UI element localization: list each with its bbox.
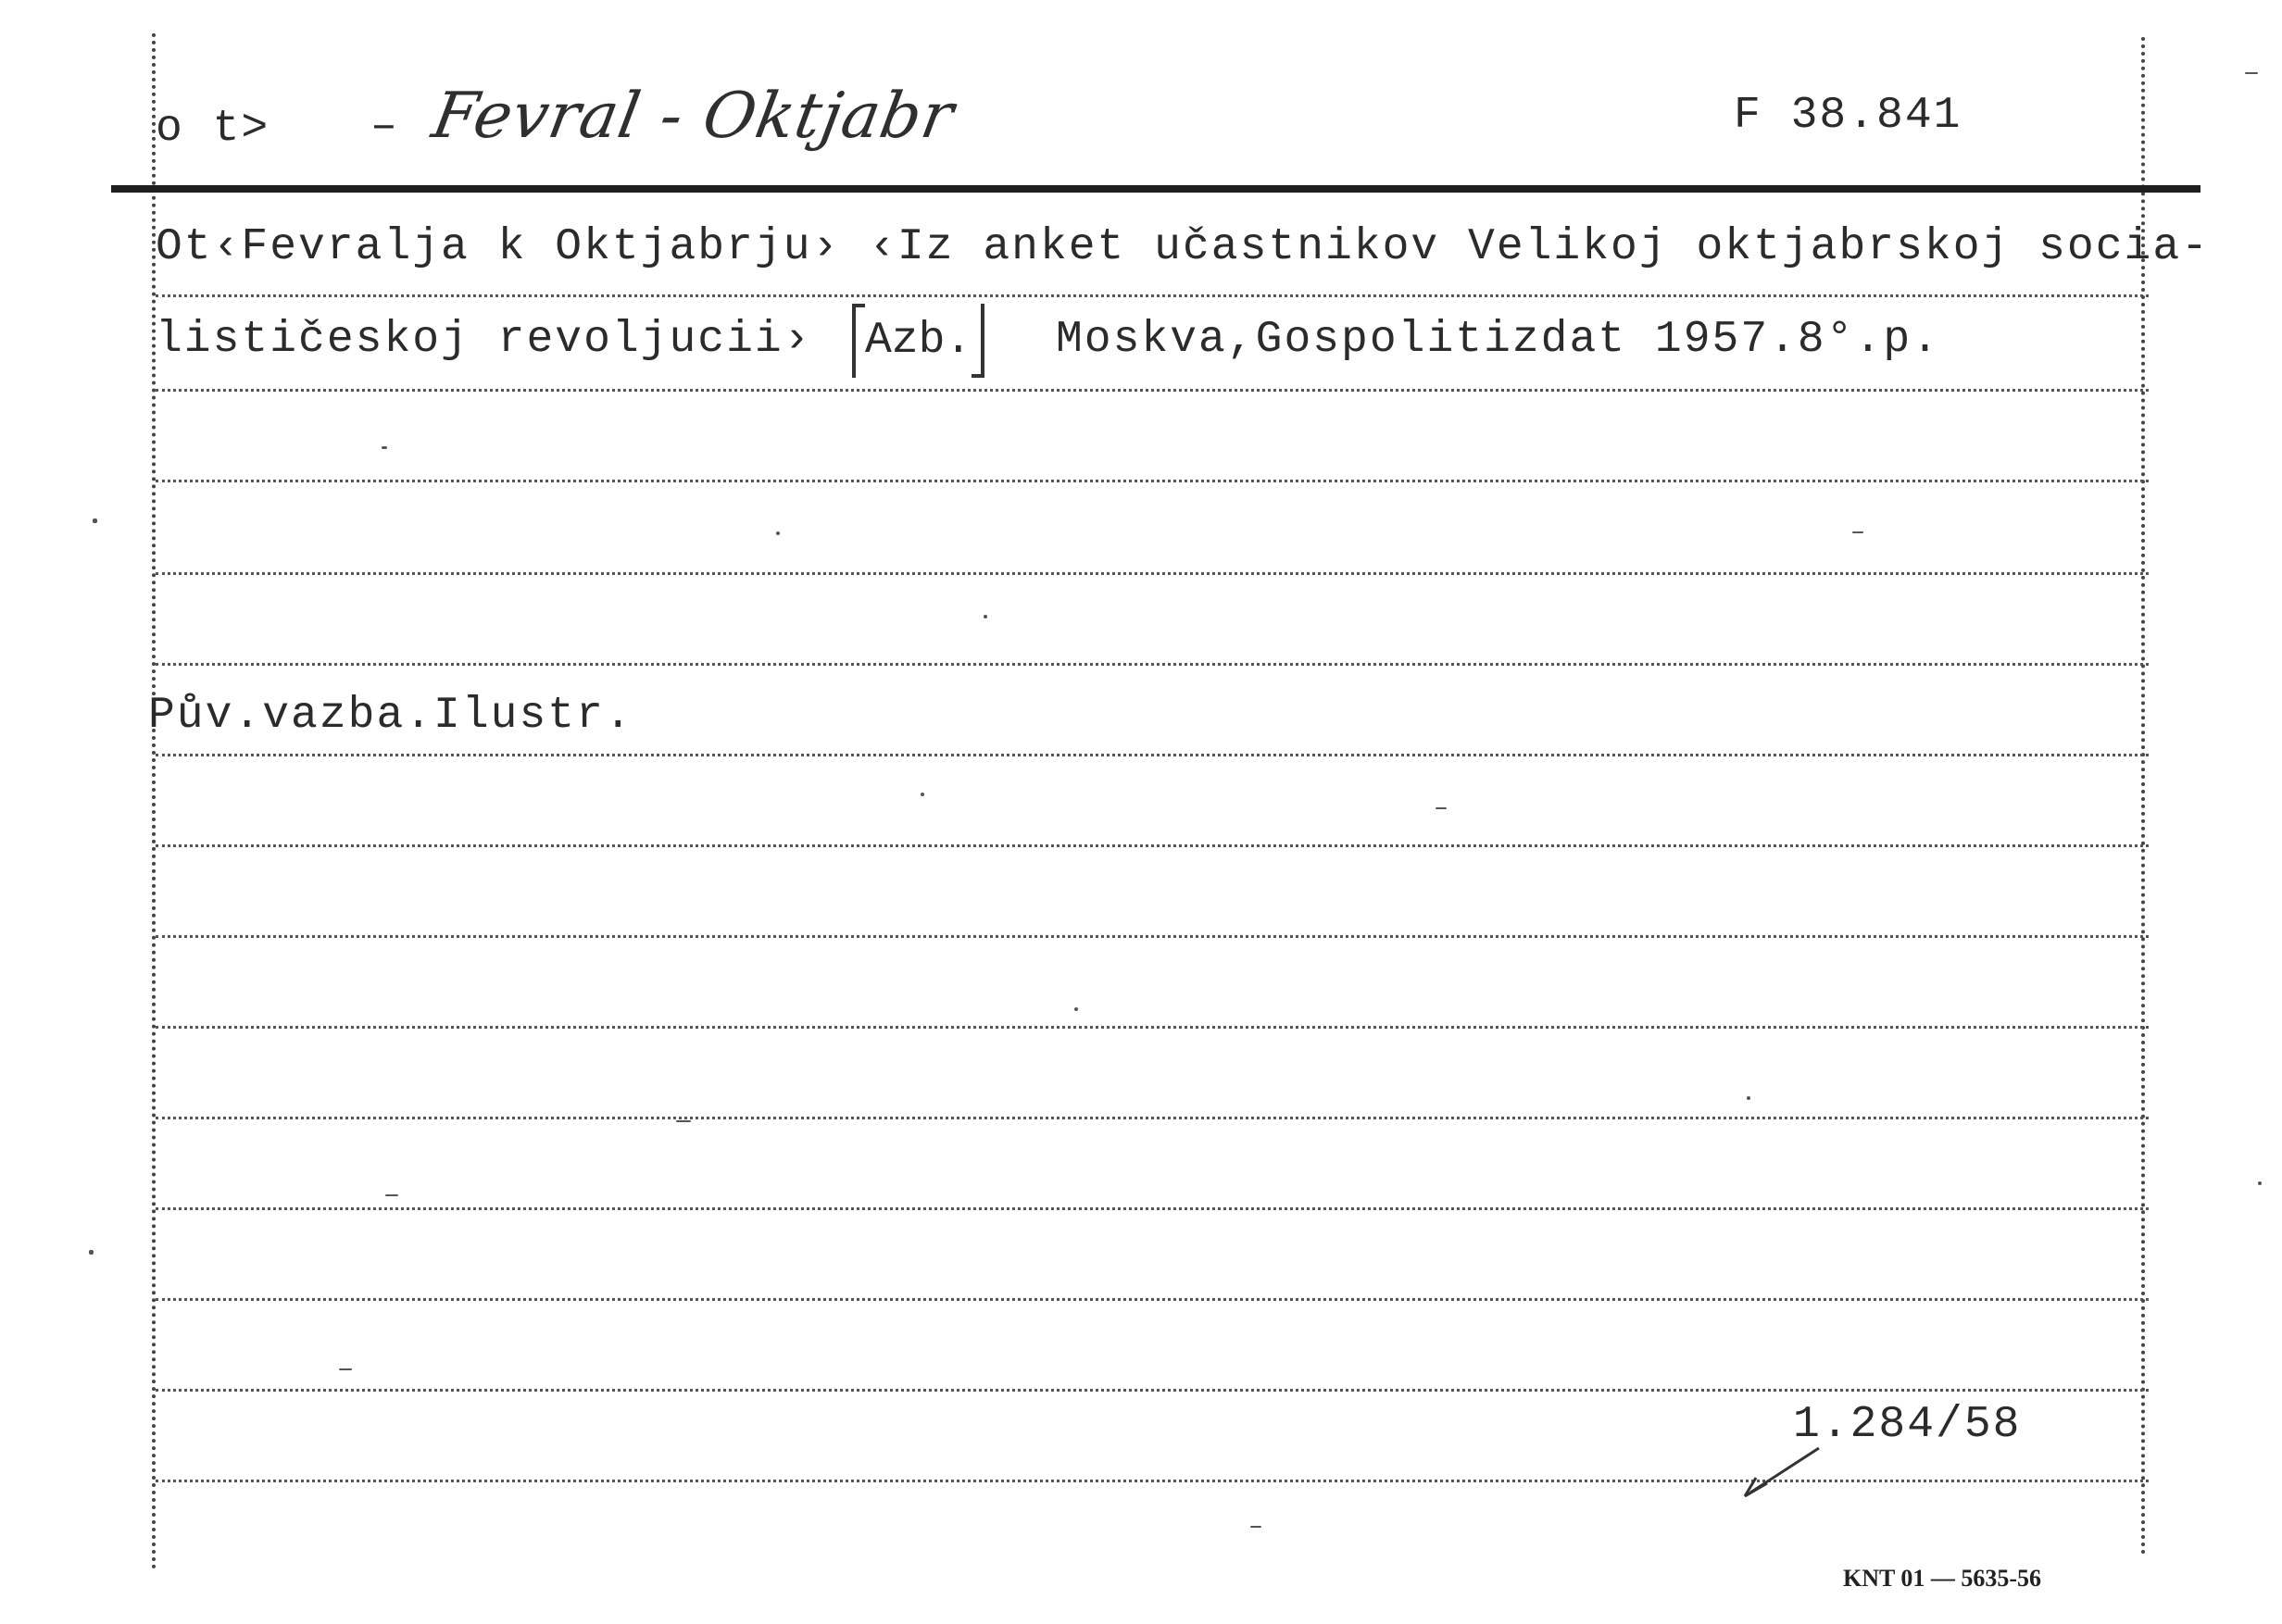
shelf-code: F 38.841: [1734, 91, 1962, 141]
heading-dash: –: [370, 102, 399, 152]
ruled-line: [156, 1117, 2149, 1119]
scan-speck: [984, 615, 987, 618]
imprint: Moskva,Gospolitizdat 1957.8°.p.: [1056, 315, 1940, 365]
scan-speck: [2258, 1181, 2262, 1185]
scan-speck: [676, 1120, 691, 1122]
title-line-1: Ot‹Fevralja k Oktjabrju› ‹Iz anket učastnikov Velikoj oktjabrskoj socia-: [156, 222, 2210, 272]
script-tag: Azb.: [865, 316, 972, 366]
form-code: KNT 01 — 5635-56: [1843, 1565, 2042, 1592]
scan-speck: [89, 1250, 94, 1255]
ruled-line: [156, 663, 2149, 666]
scan-speck: [2245, 72, 2258, 74]
scan-speck: [1436, 807, 1447, 809]
script-bracket: [852, 304, 984, 378]
handwritten-heading: Fevral - Oktjabr: [427, 80, 960, 153]
scan-speck: [1250, 1526, 1261, 1528]
ruled-line: [156, 754, 2149, 756]
ruled-line: [156, 294, 2149, 297]
scan-speck: [1852, 531, 1863, 533]
ruled-line: [156, 844, 2149, 847]
accession-number: 1.284/58: [1793, 1400, 2022, 1450]
heading-prefix: o t>: [156, 104, 270, 154]
scan-speck: [1074, 1007, 1078, 1011]
ruled-line: [156, 572, 2149, 575]
ruled-line: [156, 389, 2149, 392]
ruled-line: [156, 935, 2149, 938]
scan-speck: [382, 446, 387, 449]
title-line-2: lističeskoj revoljucii›: [156, 315, 812, 365]
ruled-line: [156, 1026, 2149, 1029]
ruled-line: [156, 480, 2149, 482]
ruled-line: [156, 1389, 2149, 1392]
scan-speck: [1747, 1096, 1750, 1100]
physical-note: Pův.vazba.Ilustr.: [148, 691, 633, 741]
heading-rule: [111, 185, 2200, 193]
ruled-line: [156, 1480, 2149, 1482]
scan-speck: [385, 1194, 398, 1196]
pen-check-mark: [1741, 1444, 1824, 1500]
ruled-line: [156, 1298, 2149, 1301]
scan-speck: [776, 531, 780, 535]
scan-speck: [921, 793, 924, 796]
scan-speck: [339, 1368, 352, 1370]
ruled-line: [156, 1207, 2149, 1210]
scan-speck: [93, 518, 97, 523]
